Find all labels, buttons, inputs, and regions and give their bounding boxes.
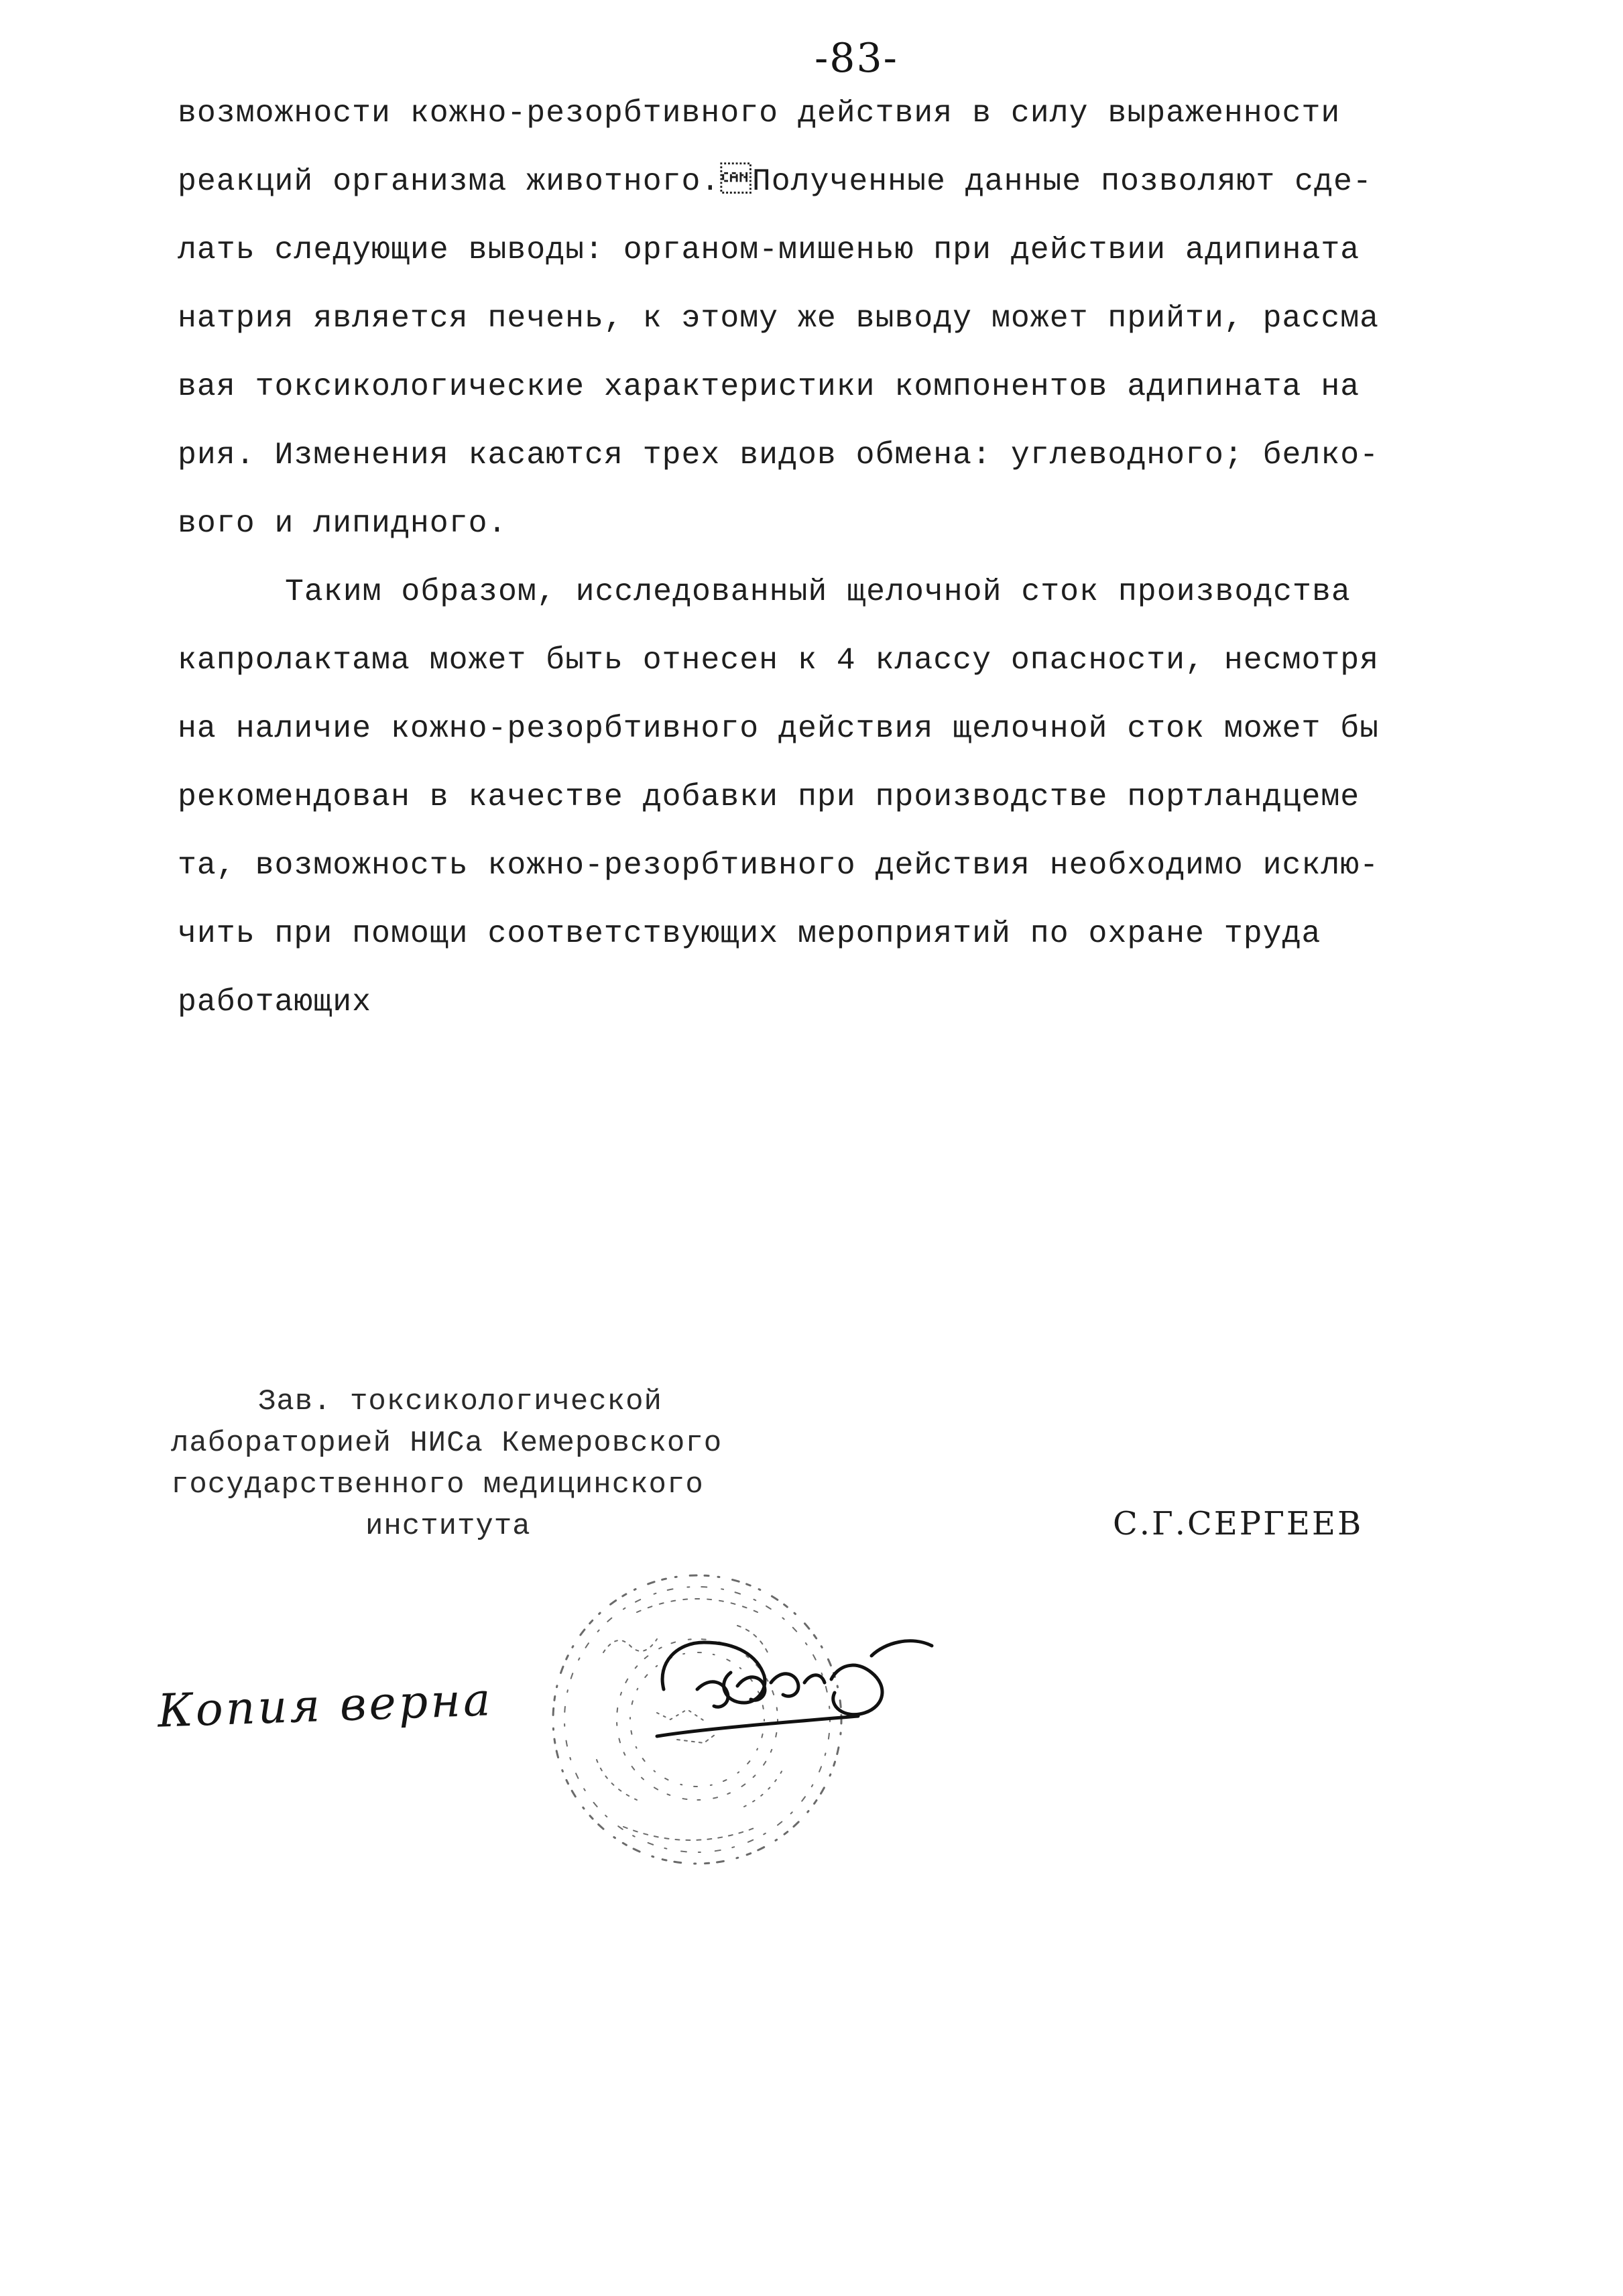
signatory-title-line: лабораторией НИСа Кемеровского bbox=[171, 1427, 723, 1460]
paragraph-start-line: Таким образом, исследованный щелочной сток производства bbox=[285, 574, 1351, 609]
text-line: лать следующие выводы: органом-мишенью при действии адипината bbox=[178, 232, 1360, 267]
handwritten-note: Копия верна bbox=[156, 1673, 494, 1738]
text-line: вого и липидного. bbox=[178, 505, 507, 541]
text-line: рекомендован в качестве добавки при производстве портландцеме bbox=[178, 779, 1360, 814]
signatory-title-line: Зав. токсикологической bbox=[258, 1385, 662, 1418]
text-line: натрия является печень, к этому же выводу может прийти, рассма bbox=[178, 300, 1380, 336]
text-line: работающих bbox=[178, 984, 372, 1020]
signatory-title bbox=[171, 1381, 722, 1547]
signatory-title-line: института bbox=[365, 1510, 531, 1543]
signatory-name: С.Г.СЕРГЕЕВ bbox=[1113, 1505, 1364, 1543]
text-line: рия. Изменения касаются трех видов обмена: углеводного; белко- bbox=[178, 437, 1380, 473]
text-line: чить при помощи соответствующих мероприятий по охране труда bbox=[178, 916, 1321, 951]
body-text bbox=[178, 79, 1485, 1036]
text-line: вая токсикологические характеристики компонентов адипината на bbox=[178, 369, 1360, 404]
text-line: возможности кожно-резорбтивного действия в силу выраженности bbox=[178, 95, 1341, 131]
text-line: капролактама может быть отнесен к 4 классу опасности, несмотря bbox=[178, 642, 1380, 678]
text-line: реакций организма животного.Полученные данные позволяют сде- bbox=[178, 164, 1372, 199]
text-line: на наличие кожно-резорбтивного действия щелочной сток может бы bbox=[178, 711, 1380, 746]
text-line: та, возможность кожно-резорбтивного действия необходимо исклю- bbox=[178, 847, 1380, 883]
signatory-title-line: государственного медицинского bbox=[171, 1468, 704, 1502]
page-number: -83- bbox=[815, 35, 898, 82]
